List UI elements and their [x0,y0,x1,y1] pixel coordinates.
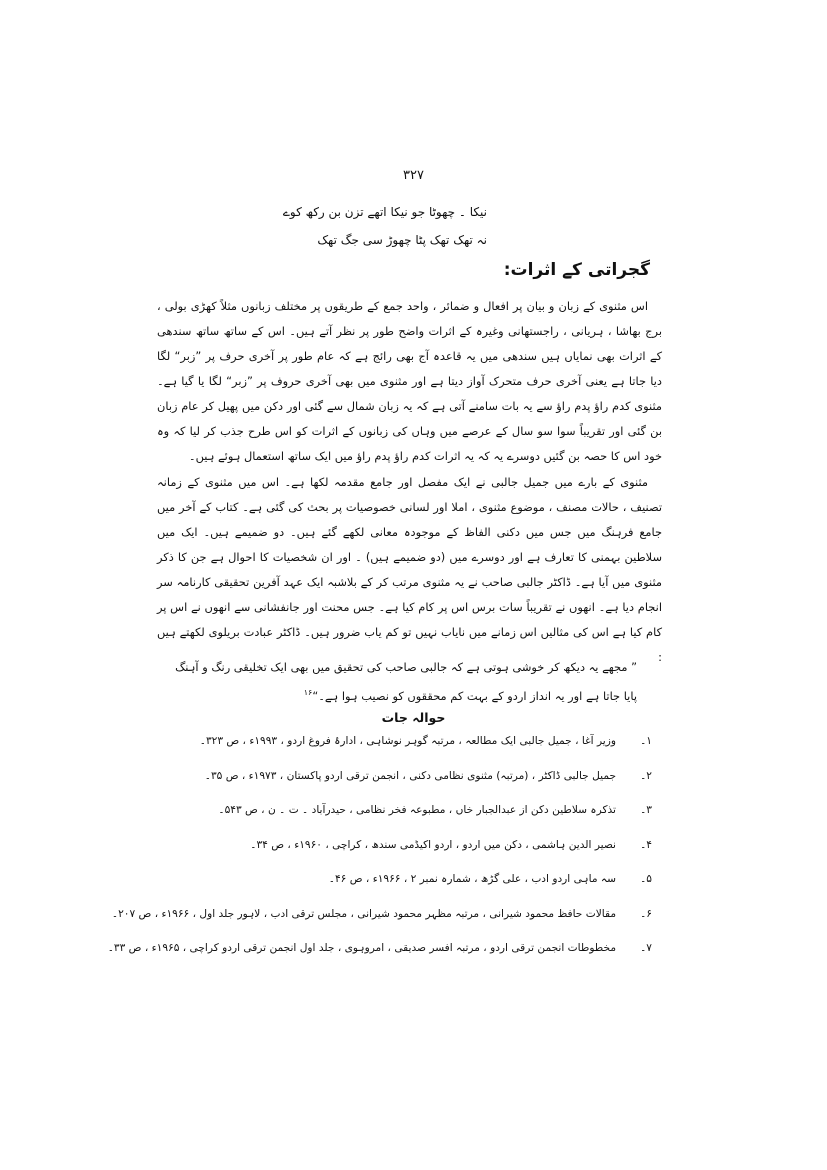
reference-item [152,735,652,770]
references-title: حوالہ جات [381,710,446,725]
reference-item [152,839,652,874]
reference-item [152,804,652,839]
reference-text: مقالات حافظ محمود شیرانی ، مرتبہ مظہر محمود شیرانی ، مجلس ترقی ادب ، لاہور جلد اول ، ۱۹۶۶ء ، ص ۲۰۷۔ [111,907,616,920]
reference-text: نصیر الدین ہاشمی ، دکن میں اردو ، اردو اکیڈمی سندھ ، کراچی ، ۱۹۶۰ء ، ص ۳۴۔ [250,838,616,851]
reference-number: ۲۔ [640,769,652,782]
reference-number: ۵۔ [640,873,652,885]
footnote-marker: ۱۶ [303,688,313,697]
reference-number: ۱۔ [640,735,652,747]
reference-text: وزیر آغا ، جمیل جالبی ایک مطالعہ ، مرتبہ گوہر نوشاہی ، ادارۂ فروغ اردو ، ۱۹۹۳ء ، ص ۳۲۳۔ [199,735,616,747]
reference-item [152,770,652,805]
page-number: ۳۲۷ [403,168,424,183]
quote-text: ” مجھے یہ دیکھ کر خوشی ہوتی ہے کہ جالبی صاحب کی تحقیق میں بھی ایک تخلیقی رنگ و آہنگ پایا جاتا ہے اور یہ انداز اردو کے بہت کم محققوں کو نصیب ہوا ہے۔“ [175,660,637,703]
reference-text: تذکرہ سلاطین دکن از عبدالجبار خاں ، مطبوعہ فخر نظامی ، حیدرآباد ۔ ت ۔ ن ، ص ۵۴۳۔ [218,804,616,816]
section-heading: گجراتی کے اثرات: [503,260,650,280]
reference-number: ۷۔ [640,942,652,954]
reference-item [111,907,652,943]
reference-number: ۶۔ [640,907,652,920]
reference-item [107,942,652,977]
reference-text: جمیل جالبی ڈاکٹر ، (مرتبہ) مثنوی نظامی دکنی ، انجمن ترقی اردو پاکستان ، ۱۹۷۳ء ، ص ۳۵۔ [204,769,616,782]
paragraph-2: مثنوی کے بارے میں جمیل جالبی نے ایک مفصل اور جامع مقدمہ لکھا ہے۔ اس میں مثنوی کے زمانہ تصنیف ، حالات مصنف ، موضوع مثنوی ، املا اور لسانی خصوصیات پر بحث کی گئی ہے۔ کتاب کے آخر میں جامع فرہنگ میں جس میں دکنی الفاظ کے موجودہ معانی لکھے گئے ہیں۔ دو ضمیمے ہیں۔ ایک میں سلاطین بہمنی کا تعارف ہے اور دوسرے میں (دو ضمیمے ہیں) ۔ اور ان شخصیات کا احوال ہے جن کا ذکر مثنوی میں آیا ہے۔ ڈاکٹر جالبی صاحب نے یہ مثنوی مرتب کر کے بلاشبہ ایک عہد آفرین تحقیقی کارنامہ سر انجام دیا ہے۔ انھوں نے تقریباً سات برس اس پر کام کیا ہے۔ جس محنت اور جانفشانی سے انھوں نے اس پر کام کیا ہے اس کی مثالیں اس زمانے میں نایاب نہیں تو کم یاب ضرور ہیں۔ ڈاکٹر عبادت بریلوی لکھتے ہیں : [157,475,662,664]
reference-number: ۳۔ [640,804,652,816]
reference-number: ۴۔ [640,838,652,851]
reference-text: سہ ماہی اردو ادب ، علی گڑھ ، شمارہ نمبر ۲ ، ۱۹۶۶ء ، ص ۴۶۔ [328,873,616,885]
references-list [107,735,652,977]
verse-line-1: نیکا ۔ چھوٹا جو نیکا اتھے تزن بن رکھ کوے [282,205,487,219]
reference-item [152,873,652,908]
verse-line-2: نہ تھک تھک پٹا چھوڑ سی جگ تھک [317,233,487,247]
paragraph-1: اس مثنوی کے زبان و بیان پر افعال و ضمائر ، واحد جمع کے طریقوں پر مختلف زبانوں مثلاً کھڑی بولی ، برج بھاشا ، ہریانی ، راجستھانی وغیرہ کے اثرات واضح طور پر نظر آتے ہیں۔ اس کے ساتھ ساتھ سندھی کے اثرات بھی نمایاں ہیں سندھی میں یہ قاعدہ آج بھی رائج ہے کہ عام طور پر آخری حرف پر ”زبر“ لگا دیا جاتا ہے یعنی آخری حرف متحرک آواز دیتا ہے اور مثنوی میں بھی آخری حروف پر ”زبر“ لگا یا گیا ہے۔ مثنوی کدم راؤ پدم راؤ سے یہ بات سامنے آتی ہے کہ یہ زبان شمال سے گئی اور دکن میں پھیل کر عام زبان بن گئی اور تقریباً سوا سو سال کے عرصے میں وہاں کی زبانوں کے اثرات کو اس طرح جذب کر لیا کہ وہ خود اس کا حصہ بن گئیں دوسرے یہ کہ یہ اثرات کدم راؤ پدم راؤ میں ایک ساتھ استعمال ہوئے ہیں۔ [157,299,662,463]
reference-text: مخطوطات انجمن ترقی اردو ، مرتبہ افسر صدیقی ، امروہوی ، جلد اول انجمن ترقی اردو کراچی ، ۱۹۶۵ء ، ص ۳۳۔ [107,942,616,954]
block-quote [167,655,637,709]
